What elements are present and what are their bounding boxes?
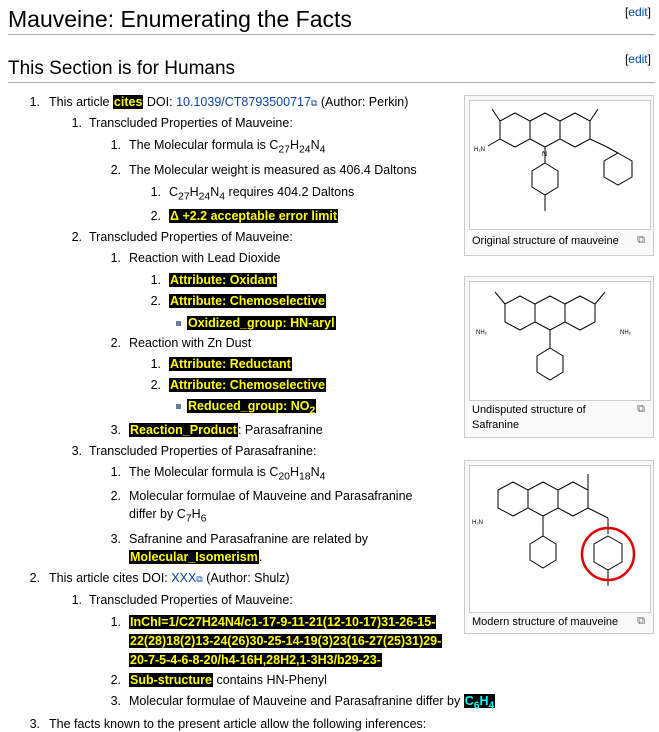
page-title: Mauveine: Enumerating the Facts [8,6,352,32]
list-item [129,633,442,649]
sub-structure: Sub-structure [130,673,212,687]
list-item: The Molecular formula is $C_{20}H_{18}N_4$ [129,465,326,483]
list-item: $C_{27}H_{24}N_4$ requires 404.2 Daltons [169,185,355,203]
list-item [169,377,326,393]
list-item: Transcluded Properties of Mauveine: [89,593,293,607]
section-edit-link[interactable]: [edit] [624,52,651,66]
oxidized-group: Oxidized_group: HN-aryl [188,316,335,330]
external-link-icon: ⧉ [310,98,318,108]
c6h4-highlight: $C_6H_4$ [464,694,495,712]
error-limit-highlight: Δ +2.2 acceptable error limit [170,209,338,223]
list-item: This article cites DOI: XXX⧉ (Author: Shulz) [49,571,290,585]
page-edit-link[interactable]: [edit] [624,5,651,19]
svg-text:NH₂: NH₂ [476,330,487,336]
list-item [176,398,316,420]
structure-image[interactable] [469,465,651,613]
molecular-isomerism: Molecular_Isomerism [130,550,258,564]
cites-highlight: cites [113,95,143,109]
inchi-line-3: 20-7-5-4-6-8-20/h4-16H,28H2,1-3H3/b29-23- [130,653,381,667]
svg-text:N: N [542,151,548,158]
list-item: The Molecular weight is measured as 406.4 Daltons [129,163,417,177]
list-item: Molecular_Isomerism. [130,550,263,564]
molecule-diagram [470,101,650,229]
figure-original-mauveine [464,95,654,256]
figure-safranine [464,276,654,438]
doi-link-perkin[interactable]: 10.1039/CT8793500717 [176,95,311,109]
svg-text:NH₂: NH₂ [620,330,631,336]
doi-link-shulz[interactable]: XXX [171,571,197,585]
list-item [169,293,326,309]
figure-modern-mauveine [464,460,654,634]
list-item: Transcluded Properties of Mauveine: [89,116,293,130]
list-item: This article cites DOI: 10.1039/CT8793500717⧉ (Author: Perkin) [49,95,409,109]
list-item: Transcluded Properties of Parasafranine: [89,444,317,458]
list-item [176,315,336,331]
inchi-line-1: InChI=1/C27H24N4/c1-17-9-11-21(12-10-17)31-26-15- [130,615,436,629]
section-divider [8,82,655,83]
molecule-diagram [470,466,650,612]
svg-text:H₂N: H₂N [472,520,483,526]
bullet-icon [176,321,181,326]
reduced-group: Reduced_group: $NO_2$ [188,399,316,417]
structure-image[interactable] [469,281,651,401]
list-item: Reaction with Zn Dust [129,336,252,350]
attribute-reductant: Attribute: Reductant [170,357,291,371]
list-item: The facts known to the present article allow the following inferences: [49,717,427,731]
enlarge-icon[interactable]: ⧉ [637,615,645,627]
figure-caption: Modern structure of mauveine [472,616,619,628]
list-item: Transcluded Properties of Mauveine: [89,230,293,244]
section-title: This Section is for Humans [8,58,236,79]
external-link-icon: ⧉ [196,574,203,584]
attribute-chemoselective: Attribute: Chemoselective [170,294,325,308]
title-divider [8,34,655,35]
list-item: Safranine and Parasafranine are related by [129,532,369,546]
svg-text:H₂N: H₂N [474,147,485,153]
list-item: Molecular formulae of Mauveine and Parasafranine [129,489,413,503]
reaction-product: Reaction_Product [130,423,237,437]
structure-image[interactable] [469,100,651,230]
enlarge-icon[interactable]: ⧉ [637,234,645,246]
attribute-oxidant: Attribute: Oxidant [170,273,277,287]
list-item: differ by $C_7H_6$ [129,507,207,525]
list-item: The Molecular formula is $C_{27}H_{24}N_4$ [129,138,326,156]
list-item: Molecular formulae of Mauveine and Parasafranine differ by $C_6H_4$ [129,694,495,712]
inchi-line-2: 22(28)18(2)13-24(26)30-25-14-19(3)23(16-27(25)31)29- [130,634,442,648]
figure-caption: Original structure of mauveine [472,235,619,247]
list-item [169,272,277,288]
list-item: Reaction with Lead Dioxide [129,251,281,265]
list-item: Reaction_Product: Parasafranine [130,423,323,437]
list-number: 1. [29,95,40,109]
list-item [169,356,292,372]
list-item: Sub-structure contains HN-Phenyl [130,673,327,687]
list-item [129,614,436,630]
molecule-diagram [470,282,650,400]
list-item [169,208,338,224]
figure-caption: Undisputed structure of Safranine [472,404,586,431]
attribute-chemoselective-2: Attribute: Chemoselective [170,378,325,392]
bullet-icon [176,404,181,409]
enlarge-icon[interactable]: ⧉ [637,403,645,415]
list-item [129,652,382,668]
